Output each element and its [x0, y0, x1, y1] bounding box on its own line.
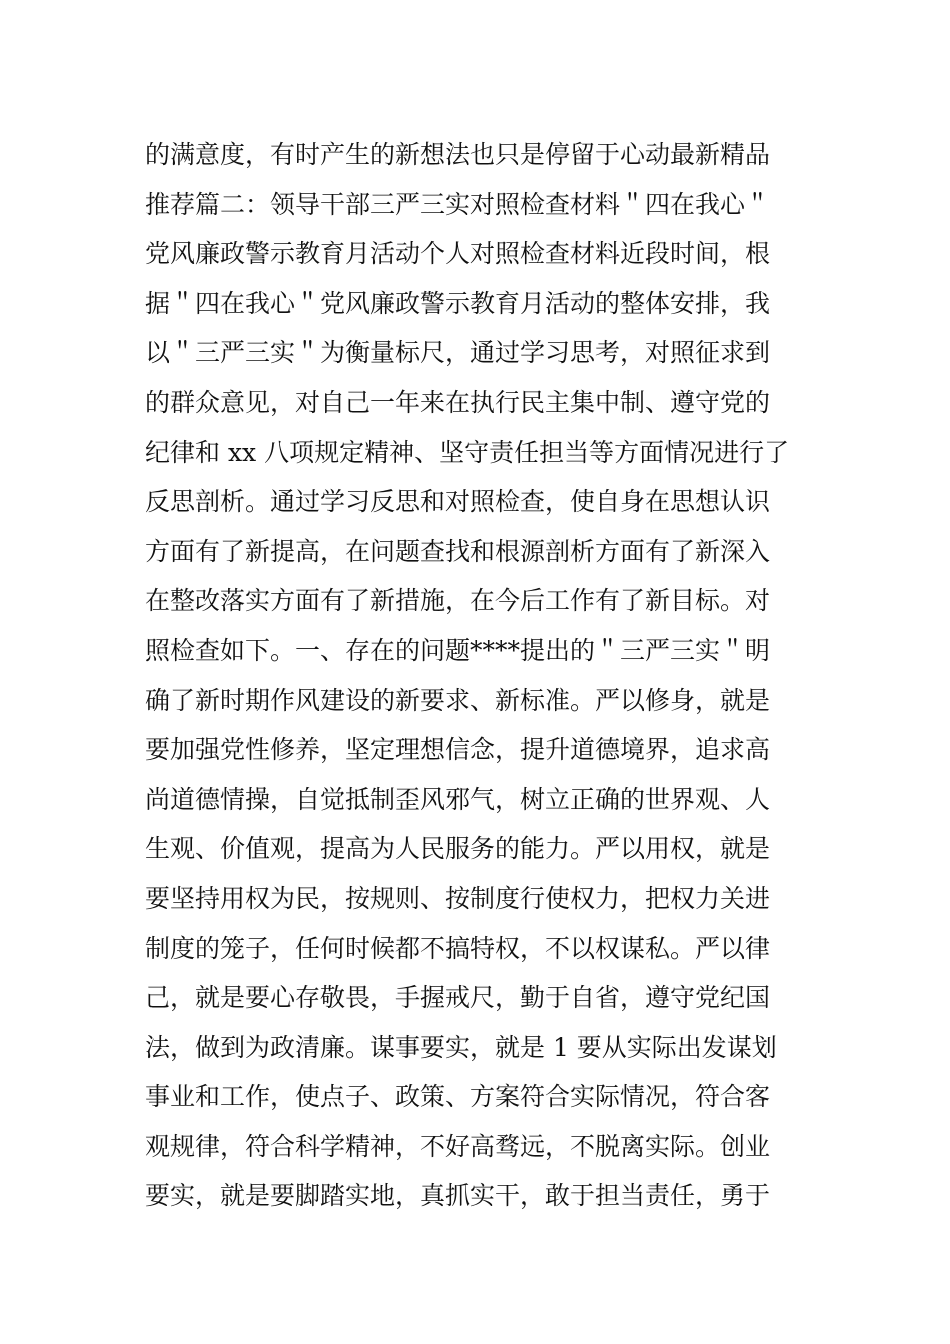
- text-line: 制度的笼子，任何时候都不搞特权，不以权谋私。严以律: [145, 933, 771, 963]
- text-line: 据＂四在我心＂党风廉政警示教育月活动的整体安排，我: [145, 288, 771, 318]
- text-line: 反思剖析。通过学习反思和对照检查，使自身在思想认识: [145, 487, 771, 517]
- body-text: [145, 130, 815, 1221]
- text-line: 推荐篇二：领导干部三严三实对照检查材料＂四在我心＂: [145, 189, 771, 219]
- text-line: 在整改落实方面有了新措施，在今后工作有了新目标。对: [145, 586, 771, 616]
- text-line: 方面有了新提高，在问题查找和根源剖析方面有了新深入: [145, 536, 771, 566]
- text-line: 观规律，符合科学精神，不好高骛远，不脱离实际。创业: [145, 1131, 771, 1161]
- text-line: 确了新时期作风建设的新要求、新标准。严以修身，就是: [145, 685, 771, 715]
- text-line: 要加强党性修养，坚定理想信念，提升道德境界，追求高: [145, 735, 771, 765]
- text-line: 尚道德情操，自觉抵制歪风邪气，树立正确的世界观、人: [145, 784, 771, 814]
- text-line: 己，就是要心存敬畏，手握戒尺，勤于自省，遵守党纪国: [145, 983, 771, 1013]
- text-line: 生观、价值观，提高为人民服务的能力。严以用权，就是: [145, 834, 771, 864]
- text-line: 照检查如下。一、存在的问题****提出的＂三严三实＂明: [145, 635, 771, 665]
- text-line: 的满意度，有时产生的新想法也只是停留于心动最新精品: [145, 140, 771, 169]
- text-line: 以＂三严三实＂为衡量标尺，通过学习思考，对照征求到: [145, 338, 771, 368]
- text-line: 事业和工作，使点子、政策、方案符合实际情况，符合客: [145, 1082, 771, 1112]
- text-line: 纪律和 xx 八项规定精神、坚守责任担当等方面情况进行了: [145, 437, 790, 467]
- text-line: 法，做到为政清廉。谋事要实，就是 1 要从实际出发谋划: [145, 1032, 777, 1062]
- text-line: 要坚持用权为民，按规则、按制度行使权力，把权力关进: [145, 883, 771, 913]
- text-line: 党风廉政警示教育月活动个人对照检查材料近段时间，根: [145, 239, 771, 269]
- text-line: 要实，就是要脚踏实地，真抓实干，敢于担当责任，勇于: [145, 1181, 771, 1211]
- text-line: 的群众意见，对自己一年来在执行民主集中制、遵守党的: [145, 387, 771, 417]
